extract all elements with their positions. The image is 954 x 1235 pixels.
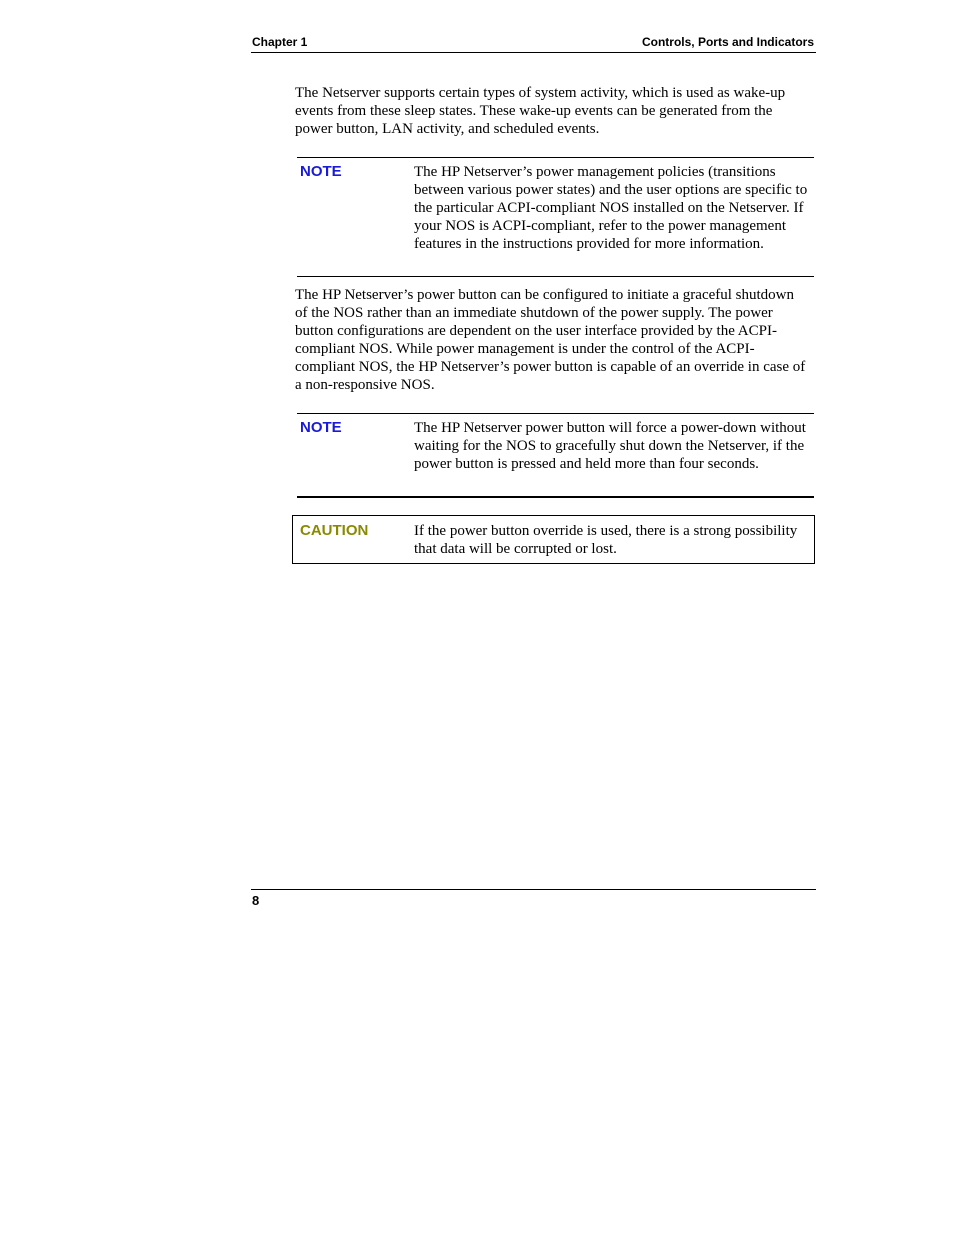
caution-box xyxy=(292,515,815,564)
note-box-power-management xyxy=(297,157,814,277)
note-text: The HP Netserver power button will force a power-down without waiting for the NOS to gracefully shut down the Netserver, if the power button is pressed and held more than four seconds. xyxy=(414,420,806,472)
paragraph-wake-up-events: The Netserver supports certain types of system activity, which is used as wake-up events from these sleep states. These wake-up events can be generated from the power button, LAN activity, and scheduled events. xyxy=(295,85,786,137)
caution-label: CAUTION xyxy=(300,522,369,539)
caution-text: If the power button override is used, there is a strong possibility that data will be corrupted or lost. xyxy=(414,523,798,557)
page-header xyxy=(251,34,816,53)
note-label: NOTE xyxy=(300,419,342,436)
chapter-label: Chapter 1 xyxy=(252,35,308,49)
note-box-power-down xyxy=(297,413,814,498)
page-number: 8 xyxy=(252,893,260,908)
note-label: NOTE xyxy=(300,163,342,180)
section-title: Controls, Ports and Indicators xyxy=(641,35,814,49)
note-text: The HP Netserver’s power management policies (transitions between various power states) and the user options are specific to the particular ACPI-compliant NOS installed on the Netserver. If your NOS is ACPI-compliant, refer to the power management features in the instructions provided for more information. xyxy=(414,164,808,252)
paragraph-power-button: The HP Netserver’s power button can be configured to initiate a graceful shutdown of the NOS rather than an immediate shutdown of the power supply. The power button configurations are dependent on the user interface provided by the ACPI-compliant NOS. While power management is under the control of the ACPI-compliant NOS, the HP Netserver’s power button is capable of an override in case of a non-responsive NOS. xyxy=(295,287,806,393)
page-footer xyxy=(251,889,816,908)
